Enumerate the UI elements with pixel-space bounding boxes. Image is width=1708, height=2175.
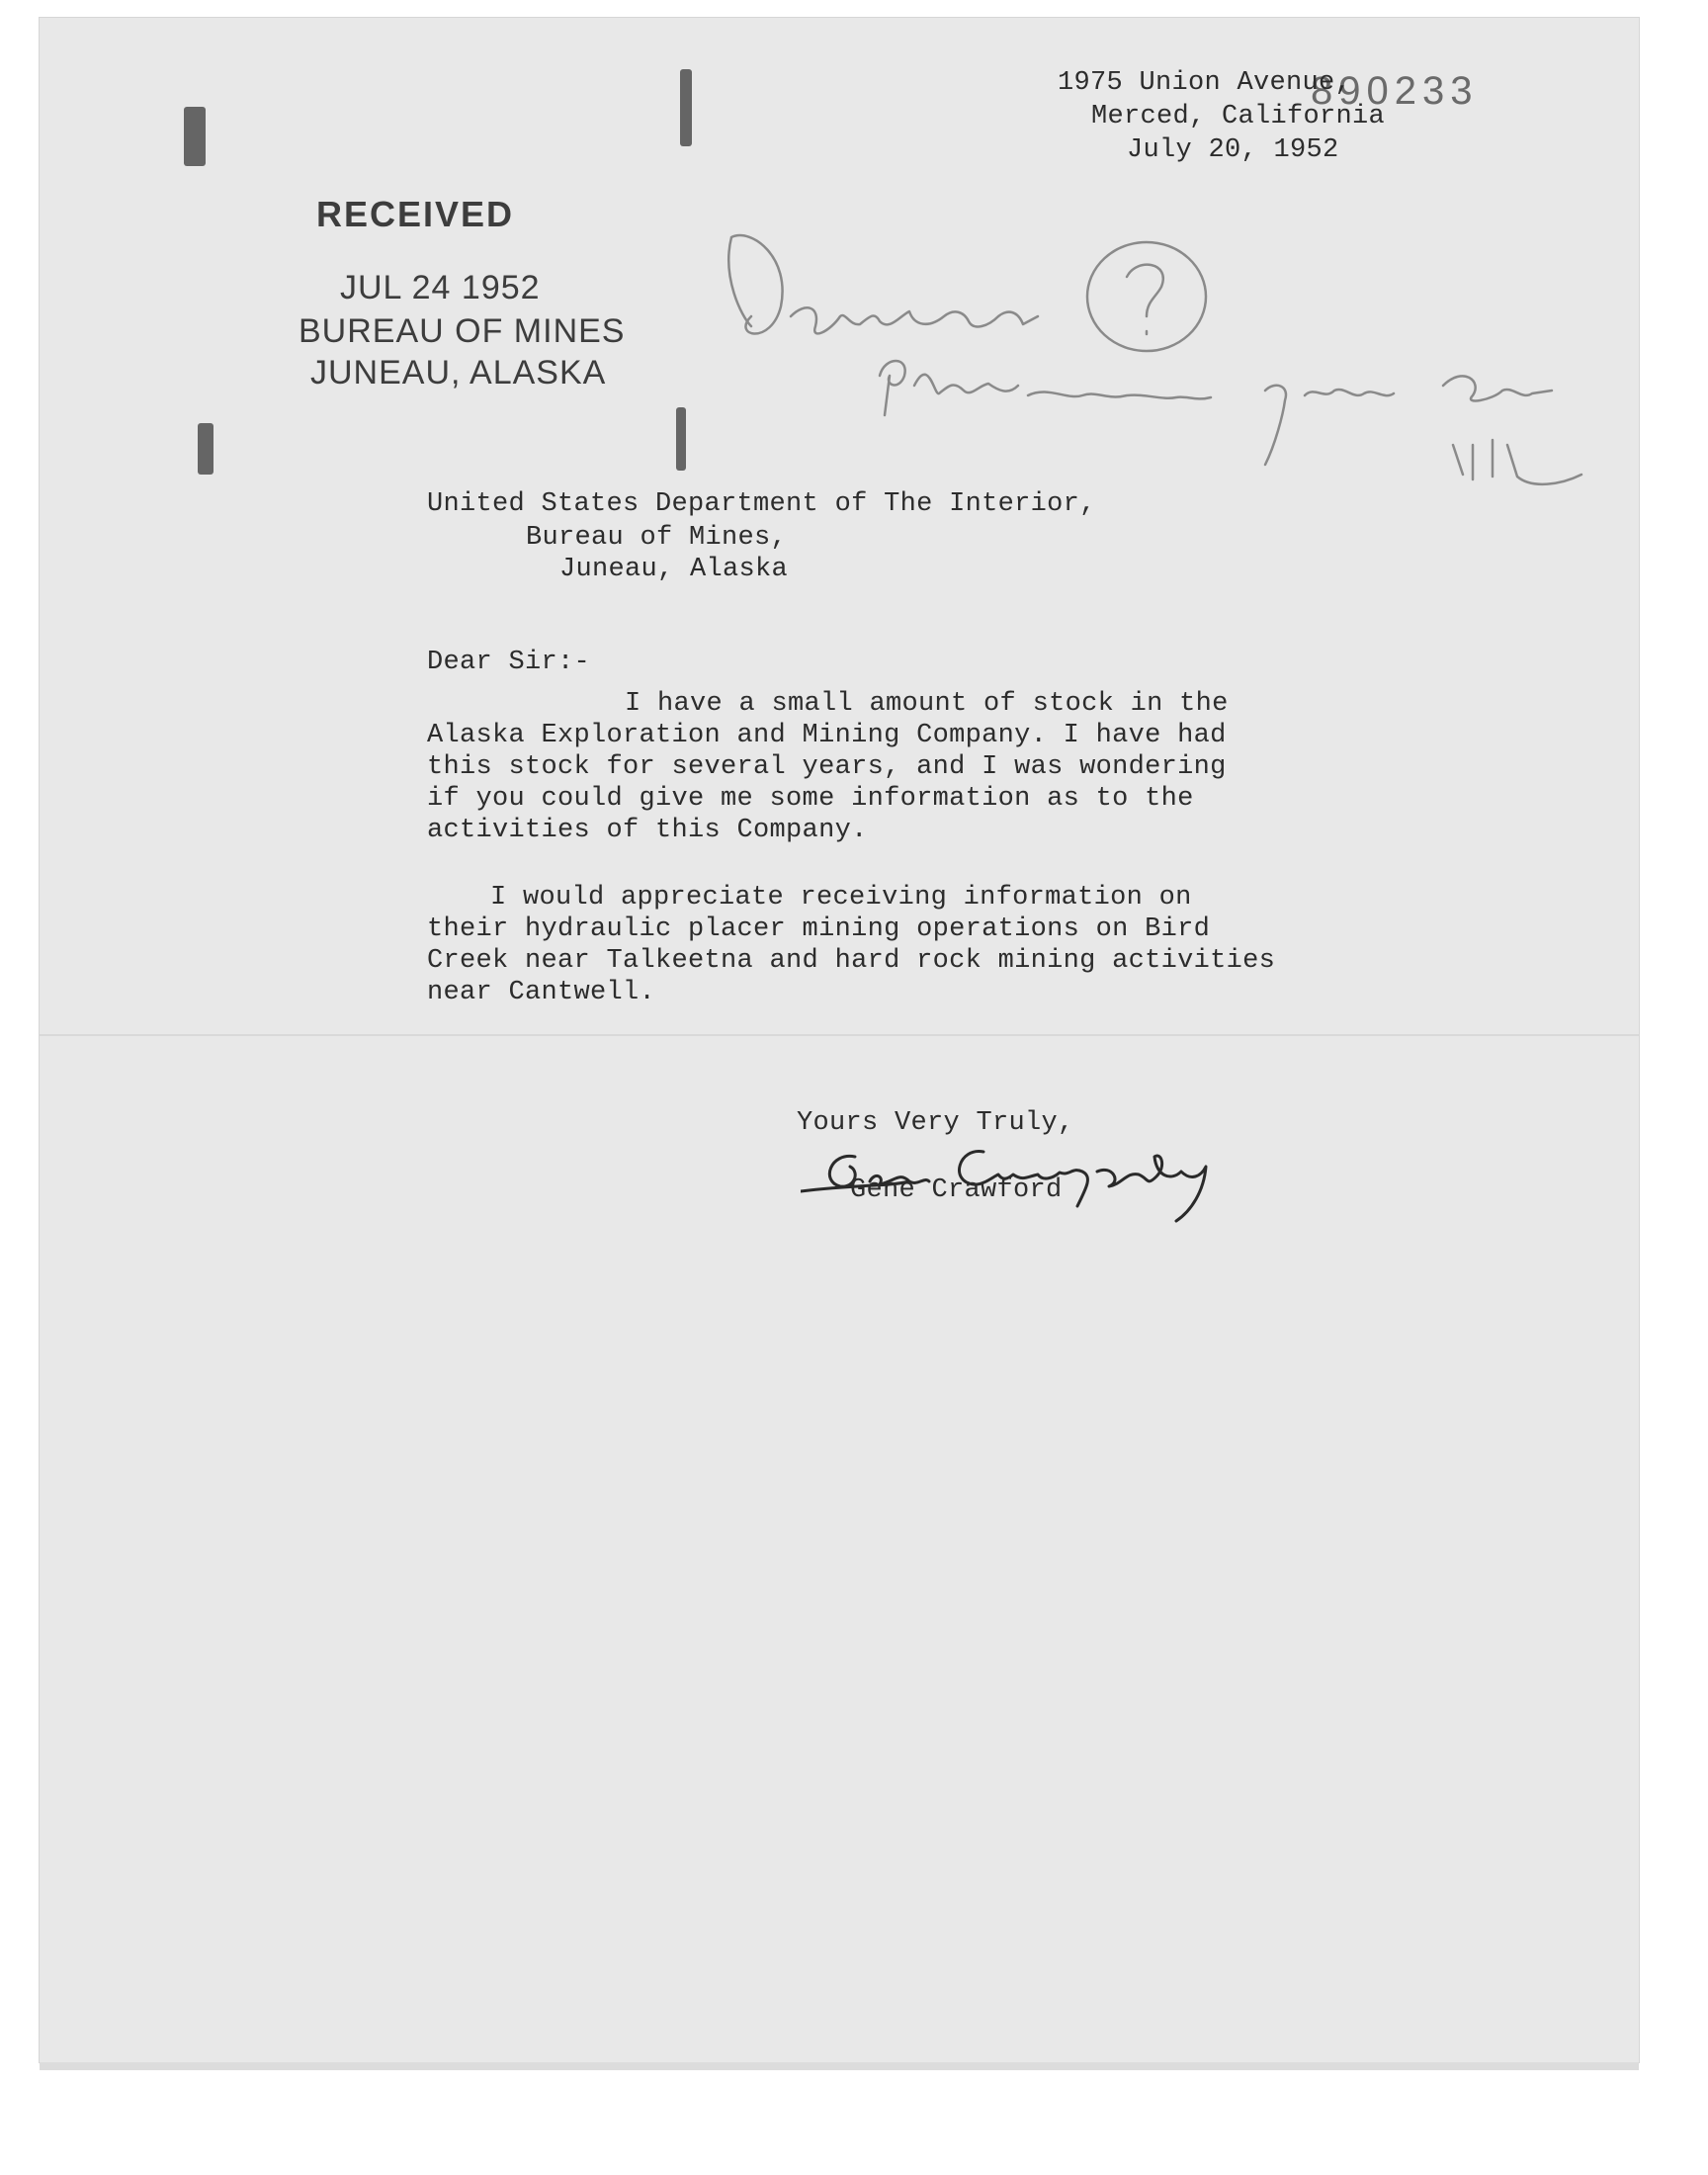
received-stamp-title: RECEIVED bbox=[316, 194, 515, 234]
typed-signer-name: Gene Crawford bbox=[850, 1175, 1063, 1205]
recipient-bureau: Bureau of Mines, bbox=[526, 523, 788, 553]
scan-mark-top-center bbox=[680, 69, 692, 146]
page-bottom-edge bbox=[40, 2062, 1639, 2070]
sender-city: Merced, California bbox=[1091, 102, 1386, 131]
paragraph-line: activities of this Company. bbox=[427, 816, 868, 845]
letter-date: July 20, 1952 bbox=[1127, 135, 1339, 165]
paragraph-line: Creek near Talkeetna and hard rock mining activities bbox=[427, 946, 1276, 976]
scan-mark-mid-left bbox=[198, 423, 214, 475]
paragraph-line: if you could give me some information as to the bbox=[427, 784, 1194, 814]
handwritten-annotation bbox=[712, 218, 1601, 494]
paragraph-line: this stock for several years, and I was wondering bbox=[427, 752, 1227, 782]
paragraph-line: their hydraulic placer mining operations on Bird bbox=[427, 914, 1211, 944]
sender-street: 1975 Union Avenue, bbox=[1058, 68, 1352, 98]
page-fold-line bbox=[40, 1034, 1639, 1036]
paragraph-line: near Cantwell. bbox=[427, 978, 656, 1007]
scan-mark-mid-center bbox=[676, 407, 686, 471]
paragraph-line: I have a small amount of stock in the bbox=[625, 689, 1229, 719]
recipient-city: Juneau, Alaska bbox=[559, 555, 789, 584]
salutation: Dear Sir:- bbox=[427, 648, 591, 677]
paragraph-line: Alaska Exploration and Mining Company. I have had bbox=[427, 721, 1227, 750]
received-stamp-date: JUL 24 1952 bbox=[340, 269, 541, 306]
received-stamp-location: JUNEAU, ALASKA bbox=[310, 354, 607, 392]
file-number: 890233 bbox=[1311, 69, 1479, 113]
received-stamp-office: BUREAU OF MINES bbox=[299, 312, 626, 350]
paragraph-line: I would appreciate receiving information on bbox=[490, 883, 1192, 913]
scan-mark-top-left bbox=[184, 107, 206, 166]
recipient-department: United States Department of The Interior, bbox=[427, 489, 1096, 519]
closing: Yours Very Truly, bbox=[797, 1108, 1074, 1138]
